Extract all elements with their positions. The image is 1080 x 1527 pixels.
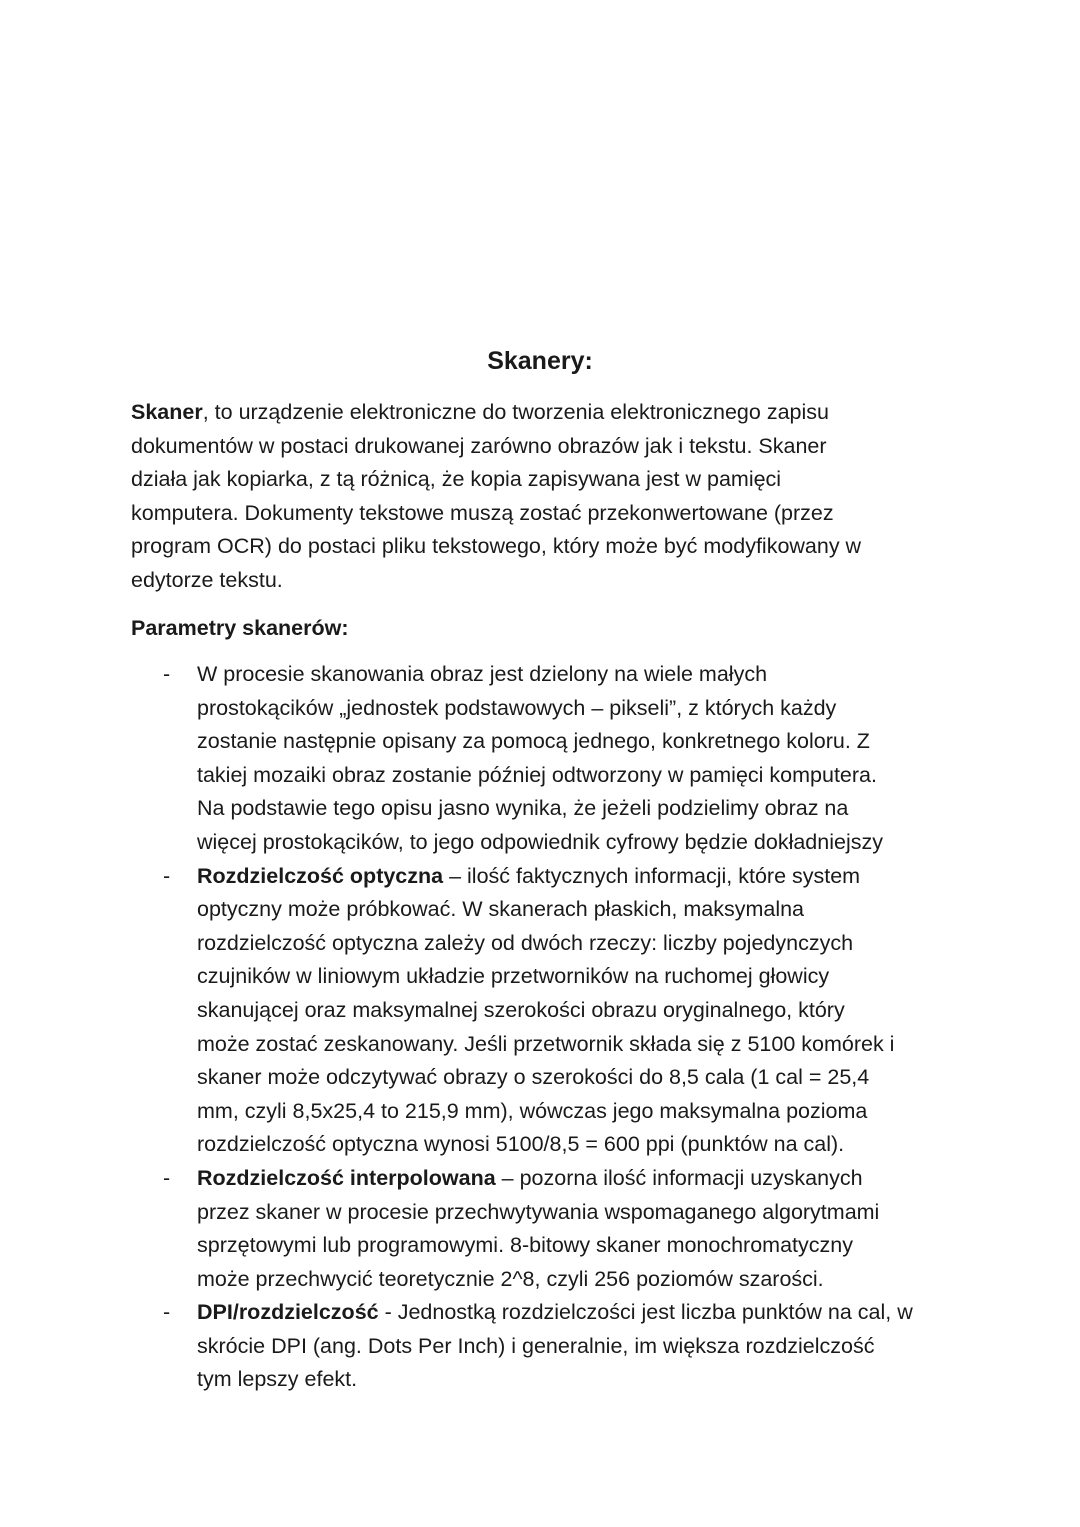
intro-line: działa jak kopiarka, z tą różnicą, że kopia zapisywana jest w pamięci <box>131 467 782 492</box>
bullet-line: przez skaner w procesie przechwytywania wspomaganego algorytmami <box>197 1199 880 1224</box>
bullet-line: więcej prostokącików, to jego odpowiednik cyfrowy będzie dokładniejszy <box>197 829 883 854</box>
intro-first-rest: , to urządzenie elektroniczne do tworzenia elektronicznego zapisu <box>202 400 829 424</box>
list-item <box>0 860 1080 1162</box>
bullet-dash: - <box>163 1165 171 1190</box>
bullet-first-rest: – ilość faktycznych informacji, które system <box>443 863 861 888</box>
parameters-list <box>0 658 1080 1397</box>
bullet-line: może przechwycić teoretycznie 2^8, czyli 256 poziomów szarości. <box>197 1266 824 1291</box>
bullet-line: czujników w liniowym układzie przetworników na ruchomej głowicy <box>197 964 830 989</box>
intro-line-1 <box>131 396 951 430</box>
intro-term: Skaner <box>131 400 203 424</box>
bullet-first-rest: W procesie skanowania obraz jest dzielony na wiele małych <box>197 662 768 686</box>
intro-line: komputera. Dokumenty tekstowe muszą zostać przekonwertowane (przez <box>131 500 834 525</box>
bullet-line <box>197 860 1080 894</box>
bullet-line: skaner może odczytywać obrazy o szerokości do 8,5 cala (1 cal = 25,4 <box>197 1065 870 1090</box>
bullet-body <box>197 658 1080 860</box>
page-title: Skanery: <box>487 347 593 375</box>
intro-line: dokumentów w postaci drukowanej zarówno obrazów jak i tekstu. Skaner <box>131 433 827 458</box>
bullet-line <box>197 658 1080 692</box>
bullet-body <box>197 1296 1080 1397</box>
bullet-dash: - <box>163 662 171 686</box>
bullet-first-rest: - Jednostką rozdzielczości jest liczba punktów na cal, w <box>378 1300 913 1325</box>
bullet-body <box>197 860 1080 1162</box>
bullet-term: Rozdzielczość optyczna <box>197 863 444 888</box>
bullet-line: może zostać zeskanowany. Jeśli przetwornik składa się z 5100 komórek i <box>197 1031 895 1056</box>
list-item <box>0 1296 1080 1397</box>
bullet-line: tym lepszy efekt. <box>197 1367 358 1392</box>
bullet-term: DPI/rozdzielczość <box>197 1300 379 1325</box>
bullet-body <box>197 1162 1080 1296</box>
bullet-line: skrócie DPI (ang. Dots Per Inch) i generalnie, im większa rozdzielczość <box>197 1333 875 1358</box>
bullet-line: takiej mozaiki obraz zostanie później odtworzony w pamięci komputera. <box>197 762 877 787</box>
bullet-line <box>197 1162 1080 1196</box>
bullet-line: optyczny może próbkować. W skanerach płaskich, maksymalna <box>197 897 805 922</box>
bullet-line: rozdzielczość optyczna wynosi 5100/8,5 = 600 ppi (punktów na cal). <box>197 1132 845 1157</box>
bullet-line: prostokącików „jednostek podstawowych – pikseli”, z których każdy <box>197 695 837 720</box>
list-item <box>0 658 1080 860</box>
bullet-line <box>197 1296 1080 1330</box>
intro-paragraph <box>131 396 951 598</box>
parameters-heading: Parametry skanerów: <box>131 616 349 640</box>
bullet-line: skanującej oraz maksymalnej szerokości obrazu oryginalnego, który <box>197 997 845 1022</box>
bullet-dash: - <box>163 863 171 888</box>
bullet-line: mm, czyli 8,5x25,4 to 215,9 mm), wówczas jego maksymalna pozioma <box>197 1098 868 1123</box>
intro-line: edytorze tekstu. <box>131 567 283 592</box>
bullet-line: Na podstawie tego opisu jasno wynika, że jeżeli podzielimy obraz na <box>197 796 849 821</box>
bullet-dash: - <box>163 1300 171 1325</box>
bullet-line: rozdzielczość optyczna zależy od dwóch rzeczy: liczby pojedynczych <box>197 930 854 955</box>
bullet-term: Rozdzielczość interpolowana <box>197 1165 496 1190</box>
bullet-first-rest: – pozorna ilość informacji uzyskanych <box>495 1165 863 1190</box>
list-item <box>0 1162 1080 1296</box>
bullet-line: sprzętowymi lub programowymi. 8-bitowy skaner monochromatyczny <box>197 1233 853 1258</box>
intro-line: program OCR) do postaci pliku tekstowego, który może być modyfikowany w <box>131 534 862 559</box>
bullet-line: zostanie następnie opisany za pomocą jednego, konkretnego koloru. Z <box>197 729 870 754</box>
